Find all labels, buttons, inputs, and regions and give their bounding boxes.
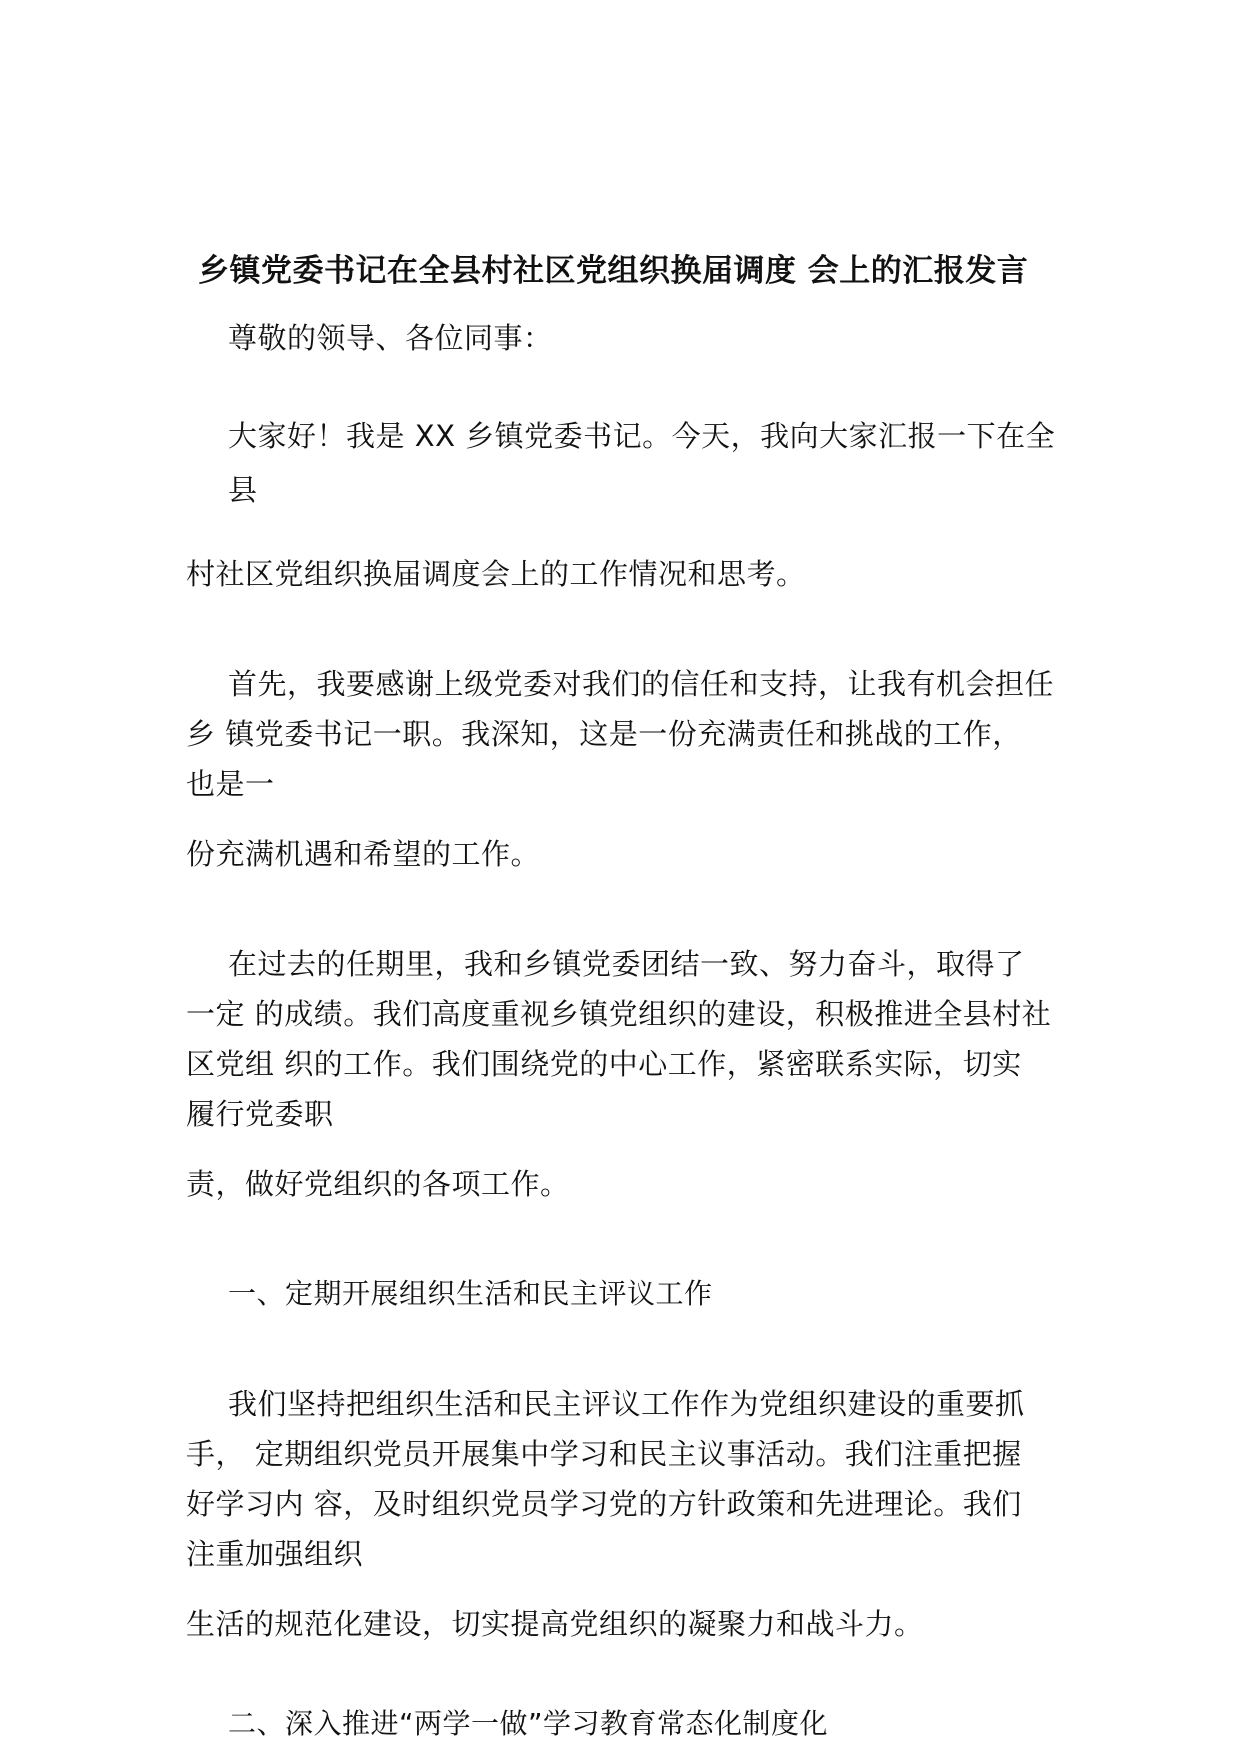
paragraph-line: 好学习内 容，及时组织党员学习党的方针政策和先进理论。我们 [186, 1487, 1022, 1521]
paragraph-line: 在过去的任期里，我和乡镇党委团结一致、努力奋斗，取得了 [228, 947, 1025, 981]
paragraph-line: 手， 定期组织党员开展集中学习和民主议事活动。我们注重把握 [186, 1437, 1022, 1471]
section-heading: 一、定期开展组织生活和民主评议工作 [228, 1277, 713, 1310]
paragraph-line: 责，做好党组织的各项工作。 [186, 1167, 570, 1201]
paragraph-line: 我们坚持把组织生活和民主评议工作作为党组织建设的重要抓 [228, 1387, 1025, 1421]
paragraph-line: 也是一 [186, 767, 275, 801]
paragraph-line: 履行党委职 [186, 1097, 334, 1131]
document-title: 乡镇党委书记在全县村社区党组织换届调度 会上的汇报发言 [198, 253, 1029, 289]
paragraph-line: 区党组 织的工作。我们围绕党的中心工作，紧密联系实际，切实 [186, 1047, 1022, 1081]
paragraph-line: 大家好！我是 XX 乡镇党委书记。今天，我向大家汇报一下在全 [228, 419, 1056, 453]
section-heading: 二、深入推进“两学一做”学习教育常态化制度化 [228, 1707, 829, 1740]
paragraph-line: 乡 镇党委书记一职。我深知，这是一份充满责任和挑战的工作， [186, 717, 1022, 751]
paragraph-line: 份充满机遇和希望的工作。 [186, 837, 541, 871]
paragraph-line: 县 [228, 473, 258, 507]
paragraph-line: 生活的规范化建设，切实提高党组织的凝聚力和战斗力。 [186, 1607, 924, 1641]
paragraph-line: 村社区党组织换届调度会上的工作情况和思考。 [186, 557, 806, 591]
paragraph-line: 首先，我要感谢上级党委对我们的信任和支持，让我有机会担任 [228, 667, 1055, 701]
paragraph-line: 一定 的成绩。我们高度重视乡镇党组织的建设，积极推进全县村社 [186, 997, 1052, 1031]
salutation-line: 尊敬的领导、各位同事： [228, 321, 553, 355]
paragraph-line: 注重加强组织 [186, 1537, 364, 1571]
